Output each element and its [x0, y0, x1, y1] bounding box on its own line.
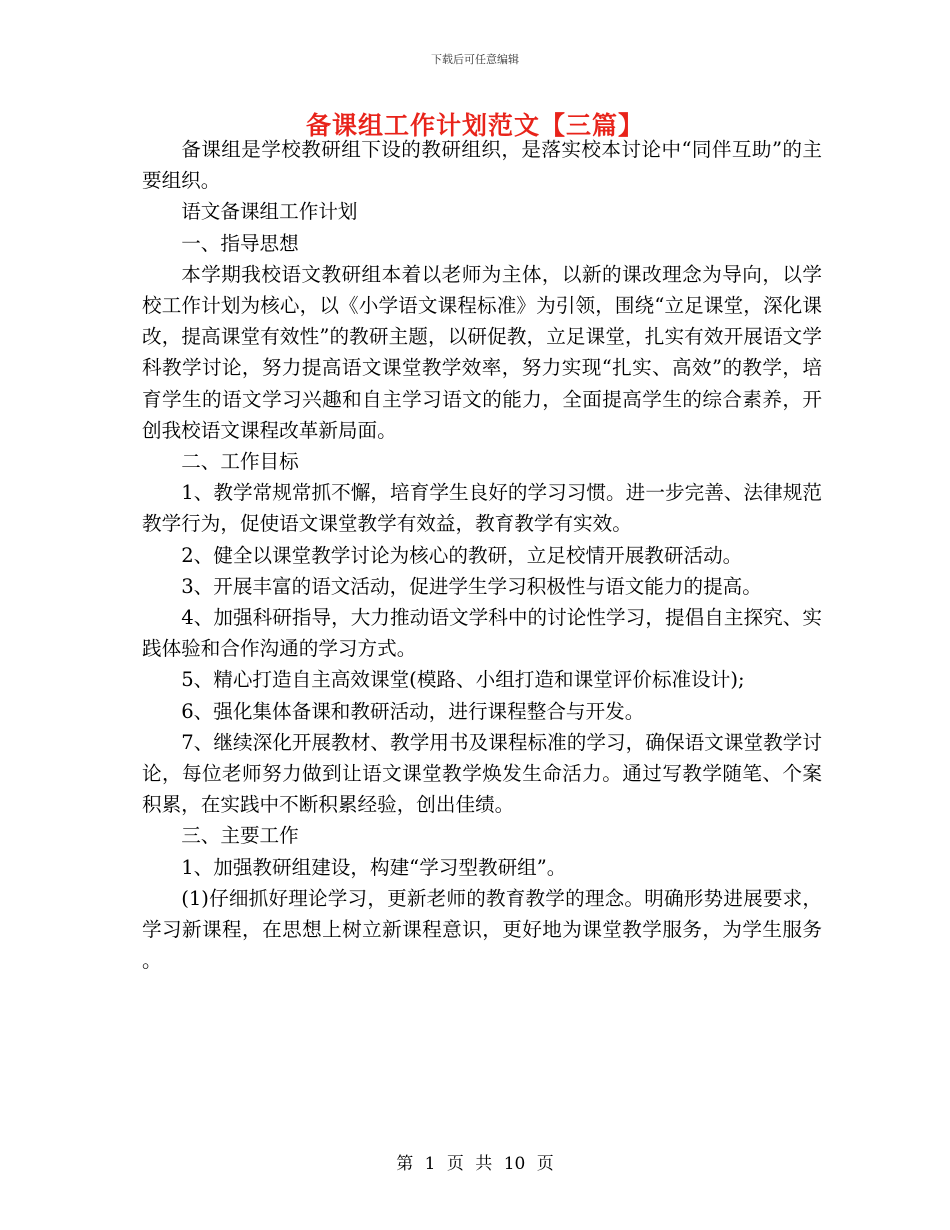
work-goal-item: 6、强化集体备课和教研活动，进行课程整合与开发。: [181, 699, 645, 723]
work-goal-item: 7、继续深化开展教材、教学用书及课程标准的学习，确保语文课堂教学讨论，每位老师努力做到让语文课堂教学焕发生命活力。通过写教学随笔、个案积累，在实践中不断积累经验，创出佳绩。: [142, 730, 822, 817]
guiding-ideology-paragraph: 本学期我校语文教研组本着以老师为主体，以新的课改理念为导向，以学校工作计划为核心，以《小学语文课程标准》为引领，围绕“立足课堂，深化课改，提高课堂有效性”的教研主题，以研促教，立足课堂，扎实有效开展语文学科教学讨论，努力提高语文课堂教学效率，努力实现“扎实、高效”的教学，培育学生的语文学习兴趣和自主学习语文的能力，全面提高学生的综合素养，开创我校语文课程改革新局面。: [142, 262, 822, 442]
work-goal-item: 4、加强科研指导，大力推动语文学科中的讨论性学习，提倡自主探究、实践体验和合作沟通的学习方式。: [142, 606, 822, 661]
section-heading-main-work: 三、主要工作: [181, 824, 299, 848]
section-heading-guiding-ideology: 一、指导思想: [181, 231, 299, 255]
work-goal-item: 2、健全以课堂教学讨论为核心的教研，立足校情开展教研活动。: [181, 543, 743, 567]
main-work-item: 1、加强教研组建设，构建“学习型教研组”。: [181, 855, 567, 879]
section-heading-chinese-plan: 语文备课组工作计划: [181, 200, 358, 224]
work-goal-item: 5、精心打造自主高效课堂(模路、小组打造和课堂评价标准设计);: [181, 668, 745, 692]
main-work-subitem: (1)仔细抓好理论学习，更新老师的教育教学的理念。明确形势进展要求，学习新课程，在思想上树立新课程意识，更好地为课堂教学服务，为学生服务。: [142, 886, 822, 973]
intro-paragraph: 备课组是学校教研组下设的教研组织，是落实校本讨论中“同伴互助”的主要组织。: [142, 138, 822, 193]
document-title: 备课组工作计划范文【三篇】: [305, 111, 644, 140]
work-goal-item: 3、开展丰富的语文活动，促进学生学习积极性与语文能力的提高。: [181, 574, 762, 598]
section-heading-work-goals: 二、工作目标: [181, 450, 299, 474]
download-editable-note: 下载后可任意编辑: [431, 53, 519, 66]
work-goal-item: 1、教学常规常抓不懈，培育学生良好的学习习惯。进一步完善、法律规范教学行为，促使语文课堂教学有效益，教育教学有实效。: [142, 481, 822, 536]
document-body: [142, 134, 822, 976]
page-number-footer: 第 1 页 共 10 页: [396, 1154, 554, 1174]
